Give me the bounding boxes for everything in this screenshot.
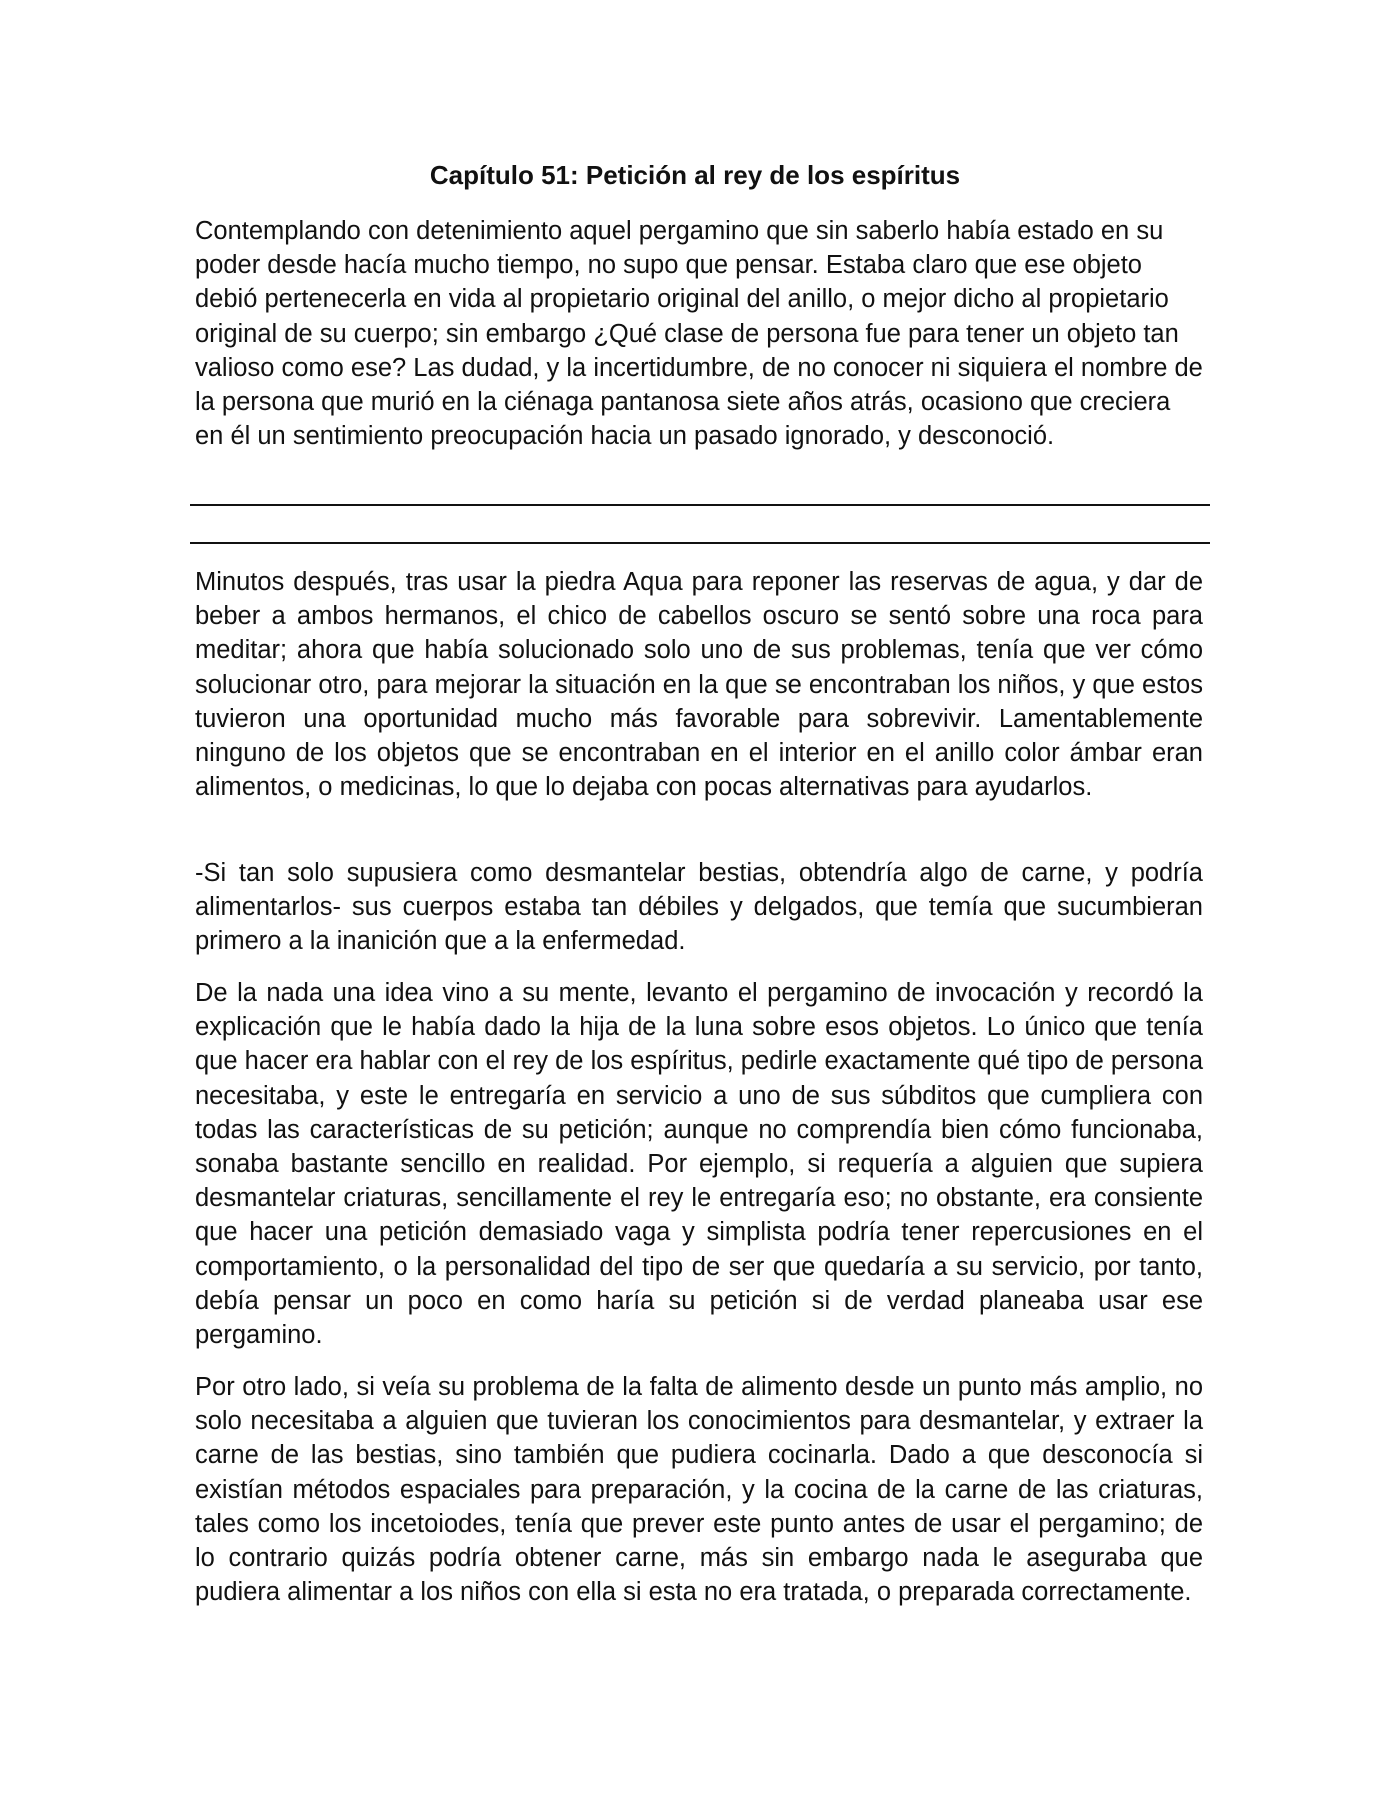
paragraph-2: Minutos después, tras usar la piedra Aqua para reponer las reservas de agua, y dar de beber a ambos hermanos, el chico de cabellos oscuro se sentó sobre una roca para meditar; ahora que había solucionado solo uno de sus problemas, tenía que ver cómo solucionar otro, para mejorar la situación en la que se encontraban los niños, y que estos tuvieron una oportunidad mucho más favorable para sobrevivir. Lamentablemente ninguno de los objetos que se encontraban en el interior en el anillo color ámbar eran alimentos, o medicinas, lo que lo dejaba con pocas alternativas para ayudarlos. (195, 568, 1203, 802)
chapter-title: Capítulo 51: Petición al rey de los espíritus (429, 160, 961, 190)
paragraph-1: Contemplando con detenimiento aquel pergamino que sin saberlo había estado en su poder desde hacía mucho tiempo, no supo que pensar. Estaba claro que ese objeto debió pertenecerla en vida al propietario original del anillo, o mejor dicho al propietario original de su cuerpo; sin embargo ¿Qué clase de persona fue para tener un objeto tan valioso como ese? Las dudad, y la incertidumbre, de no conocer ni siquiera el nombre de la persona que murió en la ciénaga pantanosa siete años atrás, ocasiono que creciera en él un sentimiento preocupación hacia un pasado ignorado, y desconoció. (195, 217, 1203, 451)
separator-line-top (190, 504, 1210, 506)
paragraph-3: -Si tan solo supusiera como desmantelar bestias, obtendría algo de carne, y podría alimentarlos- sus cuerpos estaba tan débiles y delgados, que temía que sucumbieran primero a la inanición que a la enfermedad. (195, 859, 1203, 956)
paragraph-5: Por otro lado, si veía su problema de la falta de alimento desde un punto más amplio, no solo necesitaba a alguien que tuvieran los conocimientos para desmantelar, y extraer la carne de las bestias, sino también que pudiera cocinarla. Dado a que desconocía si existían métodos espaciales para preparación, y la cocina de la carne de las criaturas, tales como los incetoiodes, tenía que prever este punto antes de usar el pergamino; de lo contrario quizás podría obtener carne, más sin embargo nada le aseguraba que pudiera alimentar a los niños con ella si esta no era tratada, o preparada correctamente. (195, 1373, 1203, 1607)
separator-line-bottom (190, 542, 1210, 544)
paragraph-4: De la nada una idea vino a su mente, levanto el pergamino de invocación y recordó la explicación que le había dado la hija de la luna sobre esos objetos. Lo único que tenía que hacer era hablar con el rey de los espíritus, pedirle exactamente qué tipo de persona necesitaba, y este le entregaría en servicio a uno de sus súbditos que cumpliera con todas las características de su petición; aunque no comprendía bien cómo funcionaba, sonaba bastante sencillo en realidad. Por ejemplo, si requería a alguien que supiera desmantelar criaturas, sencillamente el rey le entregaría eso; no obstante, era consiente que hacer una petición demasiado vaga y simplista podría tener repercusiones en el comportamiento, o la personalidad del tipo de ser que quedaría a su servicio, por tanto, debía pensar un poco en como haría su petición si de verdad planeaba usar ese pergamino. (195, 979, 1203, 1350)
